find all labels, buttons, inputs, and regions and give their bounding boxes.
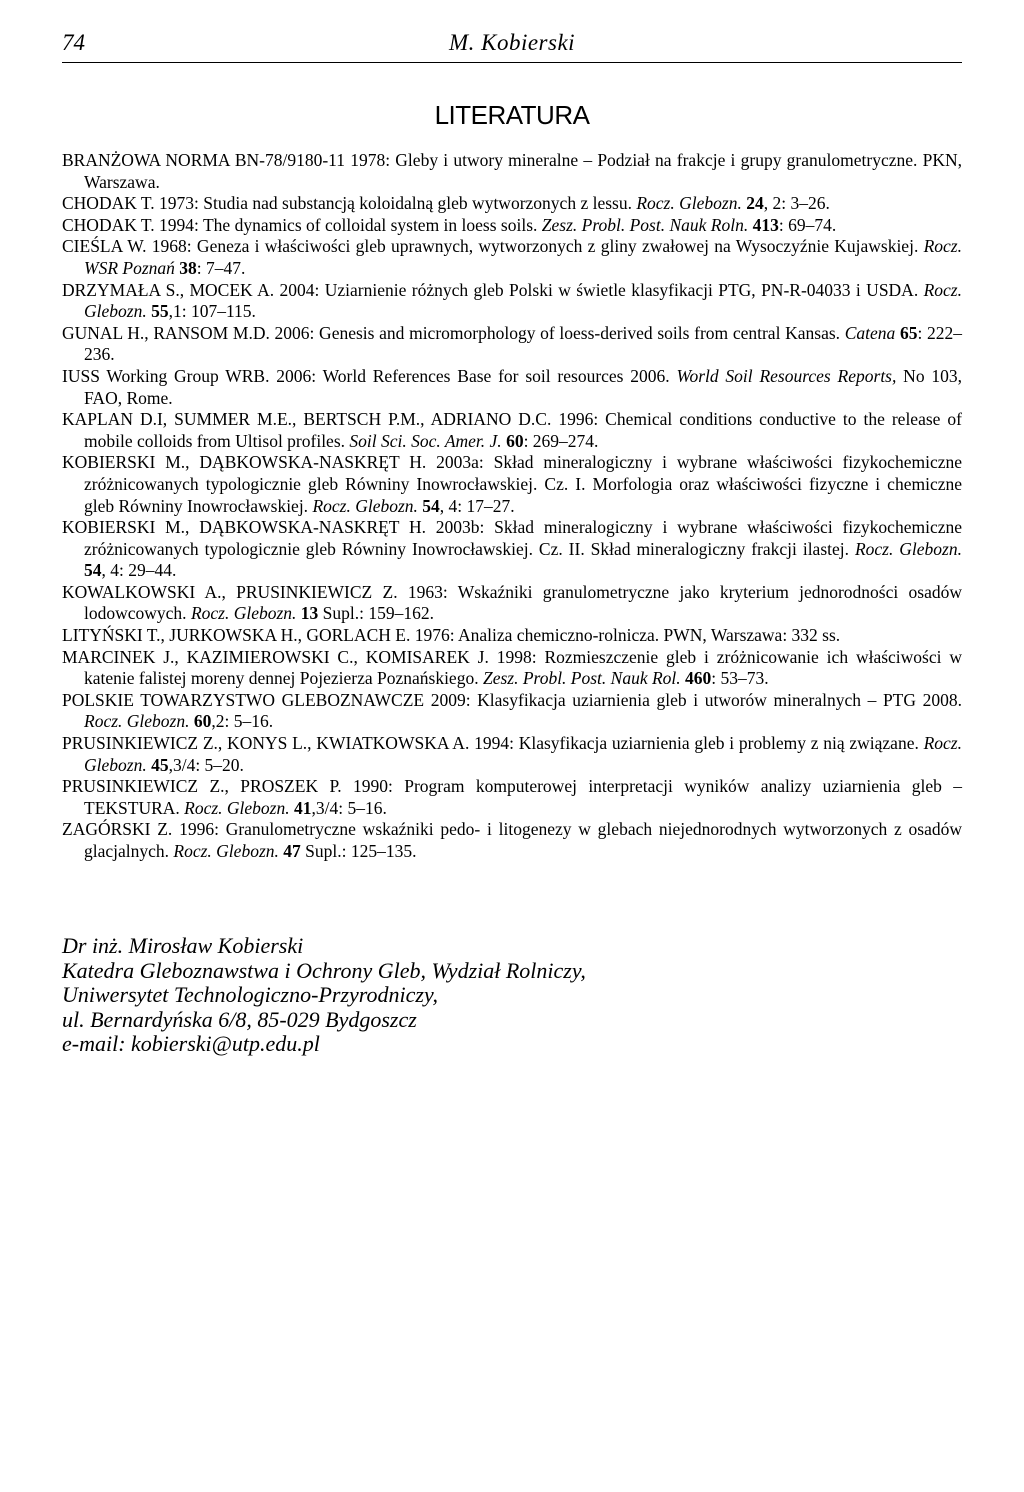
- reference-entry: [62, 517, 962, 582]
- reference-text: IUSS Working Group WRB. 2006: World References Base for soil resources 2006.: [62, 365, 677, 386]
- volume-number: 47: [283, 841, 301, 861]
- volume-number: 45: [151, 754, 169, 775]
- reference-entry: [62, 150, 962, 193]
- reference-text: ,1: 107–115.: [168, 301, 256, 322]
- reference-text: Supl.: 125–135.: [300, 841, 417, 861]
- journal-title: World Soil Resources Reports,: [676, 365, 897, 386]
- reference-text: PRUSINKIEWICZ Z., PROSZEK P. 1990: Program komputerowej interpretacji wyników analizy uziarnienia gleb – TEKSTURA.: [62, 776, 962, 818]
- reference-text: ,3/4: 5–16.: [311, 797, 387, 818]
- journal-title: Rocz. Glebozn.: [190, 603, 297, 624]
- reference-text: , 4: 17–27.: [439, 495, 515, 516]
- reference-text: ZAGÓRSKI Z. 1996: Granulometryczne wskaźniki pedo- i litogenezy w glebach niejednorodnych wytworzonych z osadów glacjalnych.: [62, 819, 962, 861]
- reference-entry: [62, 733, 962, 776]
- volume-number: 60: [193, 711, 212, 732]
- volume-number: 54: [422, 495, 440, 516]
- page-number: 74: [62, 30, 85, 55]
- reference-entry: [62, 776, 962, 819]
- reference-entry: [62, 323, 962, 366]
- journal-title: Zesz. Probl. Post. Nauk Rol.: [482, 668, 681, 689]
- journal-title: Rocz. Glebozn.: [84, 733, 962, 775]
- reference-text: : 53–73.: [711, 668, 769, 689]
- address-line: e-mail: kobierski@utp.edu.pl: [62, 1031, 320, 1056]
- reference-text: : 269–274.: [523, 430, 599, 451]
- reference-text: Supl.: 159–162.: [318, 603, 435, 624]
- reference-text: ,2: 5–16.: [211, 711, 274, 732]
- reference-text: KOBIERSKI M., DĄBKOWSKA-NASKRĘT H. 2003b: Skład mineralogiczny i wybrane właściwości fizykochemiczne zróżnicowanych typologicznie gleb Równiny Inowrocławskiej. Cz. II. Skład mineralogiczny frakcji ilastej.: [62, 517, 962, 559]
- reference-text: : 69–74.: [778, 214, 837, 235]
- journal-title: Rocz. Glebozn.: [312, 495, 418, 516]
- volume-number: 413: [752, 214, 779, 235]
- volume-number: 65: [899, 322, 918, 343]
- reference-entry: [62, 690, 962, 733]
- journal-title: Soil Sci. Soc. Amer. J.: [349, 430, 502, 451]
- journal-title: Rocz. Glebozn.: [854, 538, 962, 559]
- reference-text: PRUSINKIEWICZ Z., KONYS L., KWIATKOWSKA A. 1994: Klasyfikacja uziarnienia gleb i problemy z nią związane.: [62, 733, 924, 754]
- address-line: ul. Bernardyńska 6/8, 85-029 Bydgoszcz: [62, 1006, 417, 1032]
- author-address-block: [62, 934, 962, 1057]
- journal-title: Rocz. WSR Poznań: [84, 236, 962, 278]
- reference-entry: [62, 625, 962, 647]
- volume-number: 460: [685, 668, 712, 689]
- reference-entry: [62, 280, 962, 323]
- reference-entry: [62, 409, 962, 452]
- reference-text: MARCINEK J., KAZIMIEROWSKI C., KOMISAREK J. 1998: Rozmieszczenie gleb i zróżnicowanie ich właściwości w katenie falistej moreny dennej Pojezierza Poznańskiego.: [62, 646, 962, 689]
- reference-entry: [62, 236, 962, 279]
- reference-text: CIEŚLA W. 1968: Geneza i właściwości gleb uprawnych, wytworzonych z gliny zwałowej na Wysoczyźnie Kujawskiej.: [62, 236, 924, 257]
- reference-text: , 4: 29–44.: [101, 560, 177, 581]
- reference-text: ,3/4: 5–20.: [168, 754, 244, 775]
- reference-text: KOWALKOWSKI A., PRUSINKIEWICZ Z. 1963: Wskaźniki granulometryczne jako kryterium jednorodności osadów lodowcowych.: [62, 581, 962, 624]
- journal-title: Rocz. Glebozn.: [173, 841, 279, 861]
- running-header-author: M. Kobierski: [448, 30, 576, 55]
- address-line: Uniwersytet Technologiczno-Przyrodniczy,: [62, 982, 438, 1007]
- reference-text: KAPLAN D.I, SUMMER M.E., BERTSCH P.M., ADRIANO D.C. 1996: Chemical conditions conductive to the release of mobile colloids from Ultisol profiles.: [62, 409, 962, 451]
- reference-text: KOBIERSKI M., DĄBKOWSKA-NASKRĘT H. 2003a: Skład mineralogiczny i wybrane właściwości fizykochemiczne zróżnicowanych typologicznie gleb Równiny Inowrocławskiej. Cz. I. Morfologia oraz właściwości fizyczne i chemiczne gleb Równiny Inowrocławskiej.: [62, 452, 962, 516]
- journal-title: Zesz. Probl. Post. Nauk Roln.: [541, 214, 749, 235]
- journal-title: Rocz. Glebozn.: [636, 193, 742, 214]
- reference-text: GUNAL H., RANSOM M.D. 2006: Genesis and micromorphology of loess-derived soils from central Kansas.: [62, 322, 845, 343]
- reference-text: CHODAK T. 1973: Studia nad substancją koloidalną gleb wytworzonych z lessu.: [62, 193, 637, 214]
- volume-number: 41: [294, 797, 312, 818]
- reference-entry: [62, 452, 962, 517]
- volume-number: 55: [151, 301, 169, 322]
- reference-entry: [62, 647, 962, 690]
- reference-entry: [62, 366, 962, 409]
- volume-number: 60: [506, 430, 524, 451]
- volume-number: 38: [179, 257, 197, 278]
- volume-number: 13: [300, 603, 319, 624]
- journal-title: Catena: [844, 322, 896, 343]
- reference-text: : 7–47.: [196, 257, 246, 278]
- reference-entry: [62, 819, 962, 862]
- address-line: Katedra Gleboznawstwa i Ochrony Gleb, Wydział Rolniczy,: [62, 957, 586, 983]
- volume-number: 24: [746, 193, 764, 214]
- running-header: [62, 28, 962, 63]
- reference-text: , 2: 3–26.: [763, 193, 830, 214]
- reference-text: LITYŃSKI T., JURKOWSKA H., GORLACH E. 1976: Analiza chemiczno-rolnicza. PWN, Warszawa: 332 ss.: [62, 625, 841, 646]
- reference-text: No 103, FAO, Rome.: [84, 365, 963, 408]
- address-line: Dr inż. Mirosław Kobierski: [62, 933, 304, 958]
- reference-list: [62, 150, 962, 863]
- reference-entry: [62, 215, 962, 237]
- section-title: LITERATURA: [434, 100, 590, 130]
- reference-entry: [62, 582, 962, 625]
- reference-text: POLSKIE TOWARZYSTWO GLEBOZNAWCZE 2009: Klasyfikacja uziarnienia gleb i utworów mineralnych – PTG 2008.: [62, 689, 962, 710]
- reference-text: DRZYMAŁA S., MOCEK A. 2004: Uziarnienie różnych gleb Polski w świetle klasyfikacji PTG, PN-R-04033 i USDA.: [62, 279, 924, 300]
- reference-text: BRANŻOWA NORMA BN-78/9180-11 1978: Gleby i utwory mineralne – Podział na frakcje i grupy granulometryczne. PKN, Warszawa.: [62, 150, 962, 192]
- journal-title: Rocz. Glebozn.: [84, 711, 190, 732]
- reference-entry: [62, 193, 962, 215]
- volume-number: 54: [84, 560, 102, 581]
- reference-text: CHODAK T. 1994: The dynamics of colloidal system in loess soils.: [62, 214, 542, 235]
- reference-text: : 222–236.: [84, 322, 962, 365]
- journal-title: Rocz. Glebozn.: [184, 797, 290, 818]
- journal-title: Rocz. Glebozn.: [84, 279, 962, 322]
